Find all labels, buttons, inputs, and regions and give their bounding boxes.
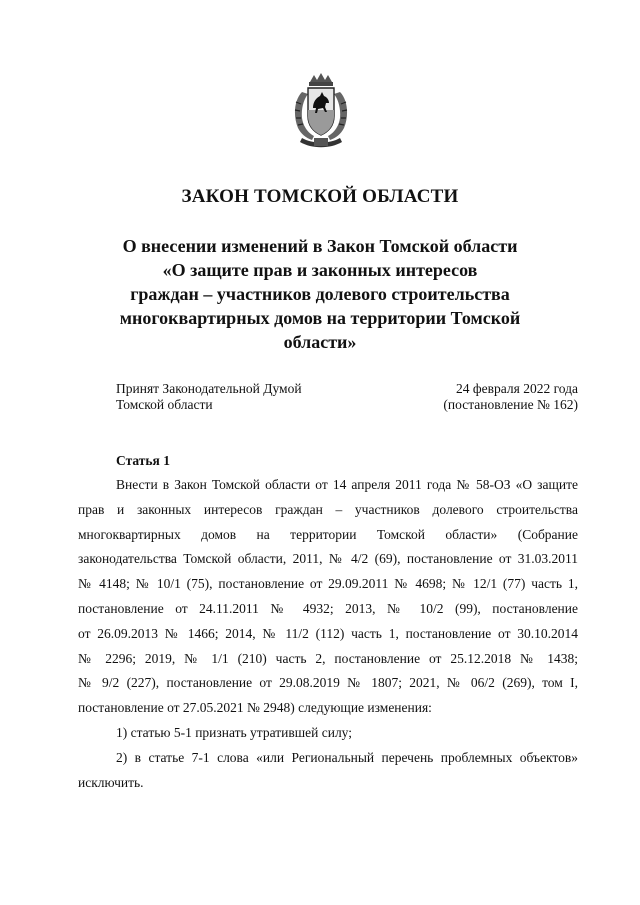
- law-subject: [90, 234, 550, 354]
- adopted-by-line: Принят Законодательной Думой: [116, 381, 302, 396]
- adopted-by: [116, 381, 302, 413]
- adoption-date-line: 24 февраля 2022 года: [456, 381, 578, 396]
- body-line: № 9/2 (227), постановление от 29.08.2019 № 1807; 2021, № 06/2 (269), том I,: [78, 675, 578, 691]
- adopted-by-line: Томской области: [116, 397, 213, 412]
- body-line: от 26.09.2013 № 1466; 2014, № 11/2 (112) часть 1, постановление от 30.10.2014: [78, 625, 578, 641]
- law-subject-line: граждан – участников долевого строительства: [130, 284, 510, 304]
- tomsk-oblast-coat-of-arms-icon: [288, 72, 354, 150]
- body-line: законодательства Томской области, 2011, № 4/2 (69), постановление от 31.03.2011: [78, 551, 578, 567]
- body-line: исключить.: [78, 774, 144, 790]
- body-line: прав и законных интересов граждан – участников долевого строительства: [78, 501, 578, 517]
- body-list-item: 2) в статье 7-1 слова «или Региональный перечень проблемных объектов»: [116, 749, 578, 765]
- article-title: Статья 1: [116, 453, 170, 468]
- body-line: № 4148; № 10/1 (75), постановление от 29.09.2011 № 4698; № 12/1 (77) часть 1,: [78, 576, 578, 592]
- body-line: постановление от 27.05.2021 № 2948) следующие изменения:: [78, 700, 432, 716]
- body-line: многоквартирных домов на территории Томской области» (Собрание: [78, 526, 578, 542]
- body-line: постановление от 24.11.2011 № 4932; 2013, № 10/2 (99), постановление: [78, 600, 578, 616]
- adoption-date: [420, 381, 578, 413]
- law-subject-line: «О защите прав и законных интересов: [162, 260, 478, 280]
- article-body: [78, 473, 578, 795]
- body-line: № 2296; 2019, № 1/1 (210) часть 2, постановление от 25.12.2018 № 1438;: [78, 650, 578, 666]
- law-subject-line: О внесении изменений в Закон Томской области: [122, 236, 518, 256]
- body-line: Внести в Закон Томской области от 14 апреля 2011 года № 58-ОЗ «О защите: [116, 477, 578, 492]
- law-title: ЗАКОН ТОМСКОЙ ОБЛАСТИ: [181, 186, 459, 207]
- law-subject-line: области»: [283, 332, 357, 352]
- law-subject-line: многоквартирных домов на территории Томской: [119, 308, 521, 328]
- adoption-resolution-line: (постановление № 162): [443, 397, 578, 412]
- body-list-item: 1) статью 5-1 признать утратившей силу;: [116, 724, 353, 740]
